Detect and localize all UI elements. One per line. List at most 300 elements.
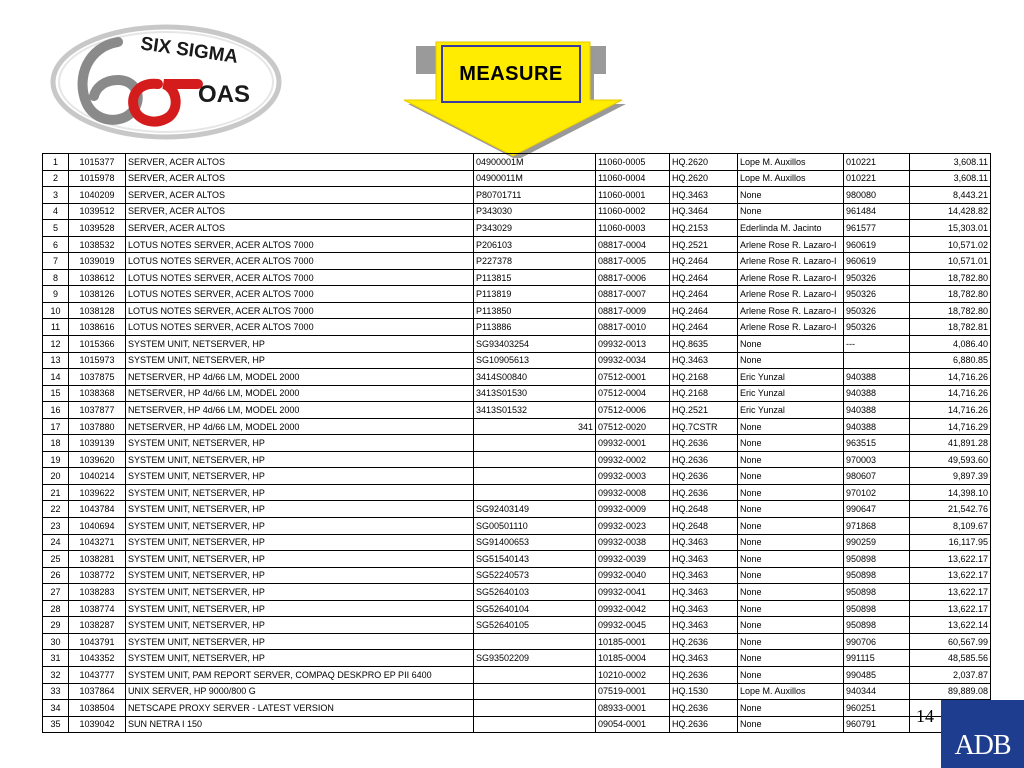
- cell-serial-number: P80701711: [474, 187, 596, 204]
- cell-custodian: Arlene Rose R. Lazaro-I: [738, 286, 844, 303]
- cell-amount: 18,782.80: [910, 302, 991, 319]
- cell-acquisition-date: 940344: [844, 683, 910, 700]
- cell-asset-number: 1039622: [69, 484, 126, 501]
- table-row: [43, 468, 991, 485]
- cell-tag-number: 09932-0009: [596, 501, 670, 518]
- table-row: [43, 187, 991, 204]
- cell-serial-number: 04900001M: [474, 154, 596, 171]
- table-row: [43, 518, 991, 535]
- cell-location: HQ.2636: [670, 451, 738, 468]
- cell-serial-number: 3413S01530: [474, 385, 596, 402]
- table-row: [43, 633, 991, 650]
- cell-location: HQ.3463: [670, 187, 738, 204]
- table-row: [43, 418, 991, 435]
- cell-location: HQ.2648: [670, 518, 738, 535]
- cell-custodian: None: [738, 534, 844, 551]
- cell-asset-number: 1039019: [69, 253, 126, 270]
- cell-serial-number: P113886: [474, 319, 596, 336]
- cell-amount: 13,622.17: [910, 600, 991, 617]
- cell-custodian: Eric Yunzal: [738, 369, 844, 386]
- cell-asset-number: 1043777: [69, 666, 126, 683]
- cell-description: SYSTEM UNIT, NETSERVER, HP: [126, 468, 474, 485]
- cell-tag-number: 09932-0038: [596, 534, 670, 551]
- cell-serial-number: SG93502209: [474, 650, 596, 667]
- cell-serial-number: [474, 683, 596, 700]
- cell-description: SYSTEM UNIT, NETSERVER, HP: [126, 336, 474, 353]
- cell-description: SYSTEM UNIT, NETSERVER, HP: [126, 435, 474, 452]
- cell-row-number: 21: [43, 484, 69, 501]
- cell-serial-number: 3414S00840: [474, 369, 596, 386]
- cell-asset-number: 1043352: [69, 650, 126, 667]
- cell-location: HQ.2620: [670, 170, 738, 187]
- cell-location: HQ.2636: [670, 484, 738, 501]
- cell-asset-number: 1038616: [69, 319, 126, 336]
- cell-acquisition-date: 990706: [844, 633, 910, 650]
- cell-tag-number: 09932-0008: [596, 484, 670, 501]
- cell-acquisition-date: 960251: [844, 700, 910, 717]
- cell-row-number: 17: [43, 418, 69, 435]
- table-row: [43, 236, 991, 253]
- cell-tag-number: 09054-0001: [596, 716, 670, 733]
- cell-description: SYSTEM UNIT, NETSERVER, HP: [126, 534, 474, 551]
- cell-custodian: Lope M. Auxillos: [738, 683, 844, 700]
- cell-row-number: 18: [43, 435, 69, 452]
- cell-row-number: 8: [43, 269, 69, 286]
- cell-asset-number: 1037864: [69, 683, 126, 700]
- cell-amount: 8,443.21: [910, 187, 991, 204]
- cell-row-number: 22: [43, 501, 69, 518]
- cell-description: LOTUS NOTES SERVER, ACER ALTOS 7000: [126, 302, 474, 319]
- cell-row-number: 13: [43, 352, 69, 369]
- cell-acquisition-date: 970102: [844, 484, 910, 501]
- cell-amount: 14,716.26: [910, 402, 991, 419]
- cell-amount: 14,398.10: [910, 484, 991, 501]
- cell-custodian: None: [738, 187, 844, 204]
- cell-asset-number: 1015978: [69, 170, 126, 187]
- cell-serial-number: 3413S01532: [474, 402, 596, 419]
- table-row: [43, 617, 991, 634]
- cell-acquisition-date: 010221: [844, 154, 910, 171]
- cell-tag-number: 11060-0002: [596, 203, 670, 220]
- cell-location: HQ.3463: [670, 600, 738, 617]
- cell-asset-number: 1038368: [69, 385, 126, 402]
- cell-serial-number: SG52640103: [474, 584, 596, 601]
- cell-asset-number: 1015973: [69, 352, 126, 369]
- cell-tag-number: 08817-0007: [596, 286, 670, 303]
- cell-row-number: 10: [43, 302, 69, 319]
- cell-row-number: 1: [43, 154, 69, 171]
- cell-row-number: 33: [43, 683, 69, 700]
- cell-description: SYSTEM UNIT, NETSERVER, HP: [126, 451, 474, 468]
- table-row: [43, 716, 991, 733]
- cell-custodian: Arlene Rose R. Lazaro-I: [738, 253, 844, 270]
- cell-description: SYSTEM UNIT, NETSERVER, HP: [126, 633, 474, 650]
- cell-location: HQ.2636: [670, 700, 738, 717]
- cell-custodian: None: [738, 336, 844, 353]
- cell-amount: 10,571.02: [910, 236, 991, 253]
- cell-asset-number: 1038126: [69, 286, 126, 303]
- cell-serial-number: [474, 435, 596, 452]
- cell-acquisition-date: 990647: [844, 501, 910, 518]
- cell-acquisition-date: 940388: [844, 402, 910, 419]
- cell-location: HQ.2153: [670, 220, 738, 237]
- cell-tag-number: 08817-0009: [596, 302, 670, 319]
- cell-description: SERVER, ACER ALTOS: [126, 187, 474, 204]
- cell-serial-number: [474, 484, 596, 501]
- six-sigma-oas-logo: [48, 22, 288, 142]
- cell-amount: 18,782.80: [910, 269, 991, 286]
- table-row: [43, 286, 991, 303]
- cell-custodian: None: [738, 600, 844, 617]
- table-row: [43, 352, 991, 369]
- cell-location: HQ.2464: [670, 253, 738, 270]
- cell-row-number: 15: [43, 385, 69, 402]
- cell-custodian: None: [738, 617, 844, 634]
- cell-acquisition-date: 950898: [844, 567, 910, 584]
- cell-custodian: None: [738, 716, 844, 733]
- cell-row-number: 34: [43, 700, 69, 717]
- cell-serial-number: P343029: [474, 220, 596, 237]
- cell-acquisition-date: 950898: [844, 551, 910, 568]
- cell-serial-number: P113819: [474, 286, 596, 303]
- cell-custodian: None: [738, 567, 844, 584]
- cell-location: HQ.2464: [670, 302, 738, 319]
- cell-amount: 8,109.67: [910, 518, 991, 535]
- cell-asset-number: 1038532: [69, 236, 126, 253]
- cell-amount: 13,622.17: [910, 584, 991, 601]
- cell-amount: 15,303.01: [910, 220, 991, 237]
- cell-acquisition-date: 963515: [844, 435, 910, 452]
- cell-row-number: 29: [43, 617, 69, 634]
- cell-asset-number: 1015366: [69, 336, 126, 353]
- cell-description: LOTUS NOTES SERVER, ACER ALTOS 7000: [126, 253, 474, 270]
- cell-custodian: None: [738, 650, 844, 667]
- cell-asset-number: 1040209: [69, 187, 126, 204]
- cell-asset-number: 1038281: [69, 551, 126, 568]
- cell-serial-number: [474, 700, 596, 717]
- cell-tag-number: 08817-0010: [596, 319, 670, 336]
- table-row: [43, 683, 991, 700]
- cell-description: UNIX SERVER, HP 9000/800 G: [126, 683, 474, 700]
- cell-custodian: None: [738, 700, 844, 717]
- cell-asset-number: 1037880: [69, 418, 126, 435]
- cell-location: HQ.3463: [670, 567, 738, 584]
- cell-amount: 60,567.99: [910, 633, 991, 650]
- cell-amount: 18,782.81: [910, 319, 991, 336]
- cell-amount: 13,622.14: [910, 617, 991, 634]
- cell-location: HQ.2521: [670, 236, 738, 253]
- cell-acquisition-date: 990259: [844, 534, 910, 551]
- cell-serial-number: [474, 451, 596, 468]
- cell-serial-number: [474, 716, 596, 733]
- cell-row-number: 24: [43, 534, 69, 551]
- cell-asset-number: 1039512: [69, 203, 126, 220]
- cell-amount: 14,716.26: [910, 369, 991, 386]
- cell-custodian: None: [738, 551, 844, 568]
- table-row: [43, 501, 991, 518]
- cell-asset-number: 1039528: [69, 220, 126, 237]
- cell-acquisition-date: 950326: [844, 302, 910, 319]
- cell-serial-number: [474, 666, 596, 683]
- cell-location: HQ.2636: [670, 716, 738, 733]
- cell-tag-number: 09932-0002: [596, 451, 670, 468]
- cell-row-number: 2: [43, 170, 69, 187]
- cell-custodian: Arlene Rose R. Lazaro-I: [738, 319, 844, 336]
- cell-tag-number: 07512-0001: [596, 369, 670, 386]
- cell-location: HQ.2464: [670, 269, 738, 286]
- cell-row-number: 9: [43, 286, 69, 303]
- table-row: [43, 154, 991, 171]
- cell-custodian: Arlene Rose R. Lazaro-I: [738, 302, 844, 319]
- cell-row-number: 35: [43, 716, 69, 733]
- cell-custodian: Arlene Rose R. Lazaro-I: [738, 269, 844, 286]
- cell-row-number: 30: [43, 633, 69, 650]
- cell-description: NETSERVER, HP 4d/66 LM, MODEL 2000: [126, 418, 474, 435]
- cell-serial-number: 04900011M: [474, 170, 596, 187]
- cell-serial-number: SG52640105: [474, 617, 596, 634]
- cell-tag-number: 08817-0006: [596, 269, 670, 286]
- cell-asset-number: 1037877: [69, 402, 126, 419]
- cell-custodian: None: [738, 203, 844, 220]
- cell-acquisition-date: 950898: [844, 617, 910, 634]
- cell-acquisition-date: 971868: [844, 518, 910, 535]
- cell-location: HQ.2620: [670, 154, 738, 171]
- cell-description: SYSTEM UNIT, NETSERVER, HP: [126, 600, 474, 617]
- cell-row-number: 27: [43, 584, 69, 601]
- table-row: [43, 567, 991, 584]
- cell-custodian: None: [738, 584, 844, 601]
- cell-acquisition-date: 991115: [844, 650, 910, 667]
- cell-tag-number: 08817-0005: [596, 253, 670, 270]
- cell-amount: 41,891.28: [910, 435, 991, 452]
- cell-acquisition-date: 950898: [844, 584, 910, 601]
- table-row: [43, 484, 991, 501]
- cell-acquisition-date: 950326: [844, 319, 910, 336]
- cell-row-number: 26: [43, 567, 69, 584]
- cell-acquisition-date: 980607: [844, 468, 910, 485]
- cell-location: HQ.2464: [670, 319, 738, 336]
- cell-acquisition-date: 950326: [844, 269, 910, 286]
- cell-tag-number: 11060-0001: [596, 187, 670, 204]
- cell-acquisition-date: [844, 352, 910, 369]
- cell-description: SERVER, ACER ALTOS: [126, 220, 474, 237]
- cell-description: SERVER, ACER ALTOS: [126, 170, 474, 187]
- cell-custodian: Eric Yunzal: [738, 402, 844, 419]
- cell-row-number: 28: [43, 600, 69, 617]
- table-row: [43, 666, 991, 683]
- cell-description: SYSTEM UNIT, NETSERVER, HP: [126, 501, 474, 518]
- cell-description: SYSTEM UNIT, NETSERVER, HP: [126, 518, 474, 535]
- cell-description: LOTUS NOTES SERVER, ACER ALTOS 7000: [126, 269, 474, 286]
- cell-asset-number: 1043784: [69, 501, 126, 518]
- cell-acquisition-date: 960791: [844, 716, 910, 733]
- cell-tag-number: 07512-0020: [596, 418, 670, 435]
- cell-description: NETSERVER, HP 4d/66 LM, MODEL 2000: [126, 402, 474, 419]
- cell-row-number: 16: [43, 402, 69, 419]
- table-row: [43, 600, 991, 617]
- page-number: 14: [916, 706, 934, 726]
- cell-amount: 18,782.80: [910, 286, 991, 303]
- measure-label: MEASURE: [459, 62, 563, 85]
- cell-row-number: 11: [43, 319, 69, 336]
- logo-line2: OAS: [198, 81, 251, 108]
- cell-tag-number: 09932-0039: [596, 551, 670, 568]
- cell-asset-number: 1038772: [69, 567, 126, 584]
- cell-serial-number: [474, 468, 596, 485]
- cell-asset-number: 1040694: [69, 518, 126, 535]
- logo-line1: SIX SIGMA: [139, 33, 240, 68]
- cell-asset-number: 1039139: [69, 435, 126, 452]
- cell-location: HQ.2636: [670, 666, 738, 683]
- cell-row-number: 5: [43, 220, 69, 237]
- cell-tag-number: 09932-0040: [596, 567, 670, 584]
- table-row: [43, 369, 991, 386]
- cell-acquisition-date: 980080: [844, 187, 910, 204]
- cell-location: HQ.2464: [670, 286, 738, 303]
- cell-location: HQ.1530: [670, 683, 738, 700]
- cell-acquisition-date: 940388: [844, 369, 910, 386]
- cell-description: SERVER, ACER ALTOS: [126, 203, 474, 220]
- cell-location: HQ.7CSTR: [670, 418, 738, 435]
- table-row: [43, 319, 991, 336]
- cell-acquisition-date: 010221: [844, 170, 910, 187]
- cell-serial-number: 341: [474, 418, 596, 435]
- cell-custodian: None: [738, 518, 844, 535]
- cell-location: HQ.2648: [670, 501, 738, 518]
- cell-amount: 16,117.95: [910, 534, 991, 551]
- cell-serial-number: SG00501110: [474, 518, 596, 535]
- cell-amount: 89,889.08: [910, 683, 991, 700]
- cell-asset-number: 1039042: [69, 716, 126, 733]
- cell-asset-number: 1038283: [69, 584, 126, 601]
- cell-serial-number: P113815: [474, 269, 596, 286]
- cell-acquisition-date: 960619: [844, 253, 910, 270]
- cell-tag-number: 11060-0004: [596, 170, 670, 187]
- cell-tag-number: 10185-0004: [596, 650, 670, 667]
- cell-description: NETSERVER, HP 4d/66 LM, MODEL 2000: [126, 385, 474, 402]
- cell-location: HQ.3464: [670, 203, 738, 220]
- cell-serial-number: SG10905613: [474, 352, 596, 369]
- cell-custodian: None: [738, 501, 844, 518]
- cell-description: SYSTEM UNIT, NETSERVER, HP: [126, 352, 474, 369]
- cell-tag-number: 08817-0004: [596, 236, 670, 253]
- cell-custodian: Lope M. Auxillos: [738, 170, 844, 187]
- cell-custodian: None: [738, 633, 844, 650]
- cell-custodian: None: [738, 468, 844, 485]
- cell-row-number: 32: [43, 666, 69, 683]
- cell-acquisition-date: 950898: [844, 600, 910, 617]
- table-row: [43, 385, 991, 402]
- table-row: [43, 584, 991, 601]
- cell-custodian: None: [738, 435, 844, 452]
- cell-tag-number: 07519-0001: [596, 683, 670, 700]
- cell-row-number: 7: [43, 253, 69, 270]
- cell-serial-number: P113850: [474, 302, 596, 319]
- cell-asset-number: 1038504: [69, 700, 126, 717]
- cell-amount: 10,571.01: [910, 253, 991, 270]
- cell-tag-number: 09932-0042: [596, 600, 670, 617]
- cell-row-number: 25: [43, 551, 69, 568]
- cell-serial-number: SG93403254: [474, 336, 596, 353]
- table-row: [43, 700, 991, 717]
- cell-amount: 21,542.76: [910, 501, 991, 518]
- cell-amount: 14,428.82: [910, 203, 991, 220]
- cell-description: NETSERVER, HP 4d/66 LM, MODEL 2000: [126, 369, 474, 386]
- cell-acquisition-date: 940388: [844, 385, 910, 402]
- cell-tag-number: 09932-0013: [596, 336, 670, 353]
- cell-location: HQ.2168: [670, 369, 738, 386]
- table-row: [43, 253, 991, 270]
- cell-tag-number: 09932-0023: [596, 518, 670, 535]
- cell-serial-number: SG92403149: [474, 501, 596, 518]
- cell-location: HQ.3463: [670, 650, 738, 667]
- cell-acquisition-date: ---: [844, 336, 910, 353]
- cell-amount: 48,585.56: [910, 650, 991, 667]
- table-row: [43, 302, 991, 319]
- table-row: [43, 435, 991, 452]
- cell-asset-number: 1039620: [69, 451, 126, 468]
- cell-location: HQ.2521: [670, 402, 738, 419]
- cell-location: HQ.2636: [670, 435, 738, 452]
- cell-row-number: 6: [43, 236, 69, 253]
- cell-acquisition-date: 970003: [844, 451, 910, 468]
- table-row: [43, 336, 991, 353]
- asset-table: [42, 153, 991, 733]
- cell-custodian: None: [738, 451, 844, 468]
- cell-amount: 14,716.26: [910, 385, 991, 402]
- cell-serial-number: SG52640104: [474, 600, 596, 617]
- cell-amount: 9,897.39: [910, 468, 991, 485]
- cell-custodian: None: [738, 666, 844, 683]
- cell-acquisition-date: 960619: [844, 236, 910, 253]
- table-row: [43, 402, 991, 419]
- cell-tag-number: 09932-0045: [596, 617, 670, 634]
- cell-asset-number: 1040214: [69, 468, 126, 485]
- cell-amount: 49,593.60: [910, 451, 991, 468]
- cell-amount: 14,716.29: [910, 418, 991, 435]
- cell-row-number: 31: [43, 650, 69, 667]
- cell-asset-number: 1038774: [69, 600, 126, 617]
- cell-description: LOTUS NOTES SERVER, ACER ALTOS 7000: [126, 236, 474, 253]
- table-row: [43, 170, 991, 187]
- cell-acquisition-date: 961484: [844, 203, 910, 220]
- cell-tag-number: 11060-0005: [596, 154, 670, 171]
- cell-tag-number: 07512-0004: [596, 385, 670, 402]
- cell-serial-number: SG52240573: [474, 567, 596, 584]
- cell-description: SERVER, ACER ALTOS: [126, 154, 474, 171]
- cell-serial-number: P206103: [474, 236, 596, 253]
- cell-serial-number: P343030: [474, 203, 596, 220]
- cell-amount: 6,880.85: [910, 352, 991, 369]
- cell-description: SYSTEM UNIT, NETSERVER, HP: [126, 484, 474, 501]
- cell-asset-number: 1043271: [69, 534, 126, 551]
- cell-custodian: Ederlinda M. Jacinto: [738, 220, 844, 237]
- cell-location: HQ.3463: [670, 352, 738, 369]
- cell-description: SYSTEM UNIT, NETSERVER, HP: [126, 567, 474, 584]
- table-row: [43, 203, 991, 220]
- cell-description: SUN NETRA I 150: [126, 716, 474, 733]
- cell-row-number: 12: [43, 336, 69, 353]
- cell-asset-number: 1043791: [69, 633, 126, 650]
- cell-location: HQ.8635: [670, 336, 738, 353]
- cell-tag-number: 10210-0002: [596, 666, 670, 683]
- cell-amount: 3,608.11: [910, 170, 991, 187]
- cell-tag-number: 11060-0003: [596, 220, 670, 237]
- cell-location: HQ.3463: [670, 534, 738, 551]
- cell-tag-number: 07512-0006: [596, 402, 670, 419]
- cell-custodian: Lope M. Auxillos: [738, 154, 844, 171]
- cell-custodian: None: [738, 484, 844, 501]
